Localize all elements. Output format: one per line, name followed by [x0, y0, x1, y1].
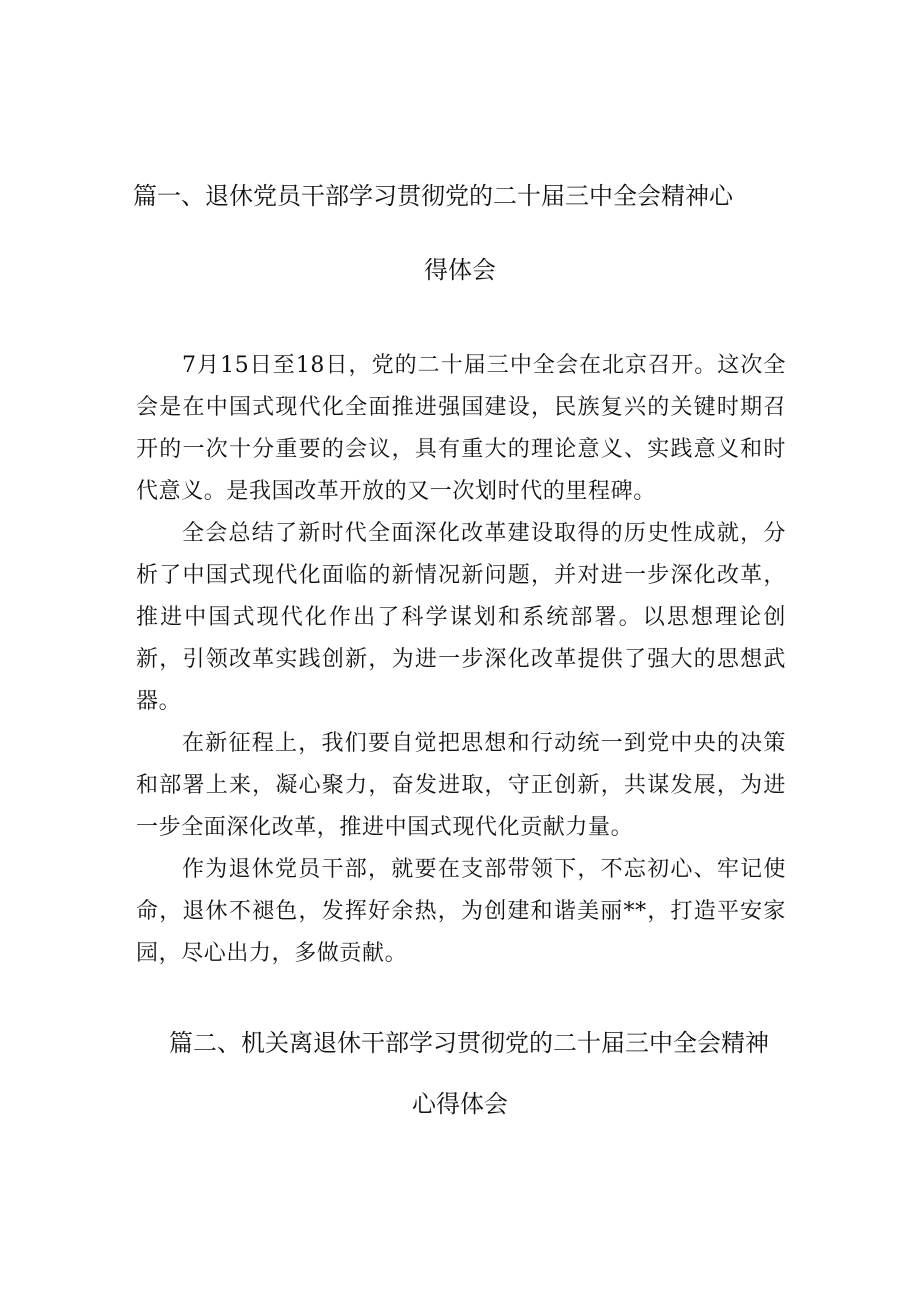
paragraph-3: 在新征程上，我们要自觉把思想和行动统一到党中央的决策和部署上来，凝心聚力，奋发进取，守正创新，共谋发展，为进一步全面深化改革，推进中国式现代化贡献力量。	[136, 731, 786, 840]
paragraph-1: 7月15日至18日，党的二十届三中全会在北京召开。这次全会是在中国式现代化全面推进强国建设，民族复兴的关键时期召开的一次十分重要的会议，具有重大的理论意义、实践意义和时代意义。是我国改革开放的又一次划时代的里程碑。	[136, 353, 786, 504]
section2-title-line2: 心得体会	[412, 1090, 508, 1118]
section1-title-line1: 篇一、退休党员干部学习贯彻党的二十届三中全会精神心	[133, 182, 733, 210]
paragraph-2: 全会总结了新时代全面深化改革建设取得的历史性成就，分析了中国式现代化面临的新情况新问题，并对进一步深化改革，推进中国式现代化作出了科学谋划和系统部署。以思想理论创新，引领改革实践创新，为进一步深化改革提供了强大的思想武器。	[136, 521, 786, 714]
section2-title-line1: 篇二、机关离退休干部学习贯彻党的二十届三中全会精神	[169, 1029, 769, 1057]
section1-title-line2: 得体会	[424, 256, 496, 284]
paragraph-4: 作为退休党员干部，就要在支部带领下，不忘初心、牢记使命，退休不褪色，发挥好余热，为创建和谐美丽**，打造平安家园，尽心出力，多做贡献。	[136, 857, 786, 966]
section1-body	[136, 345, 786, 975]
